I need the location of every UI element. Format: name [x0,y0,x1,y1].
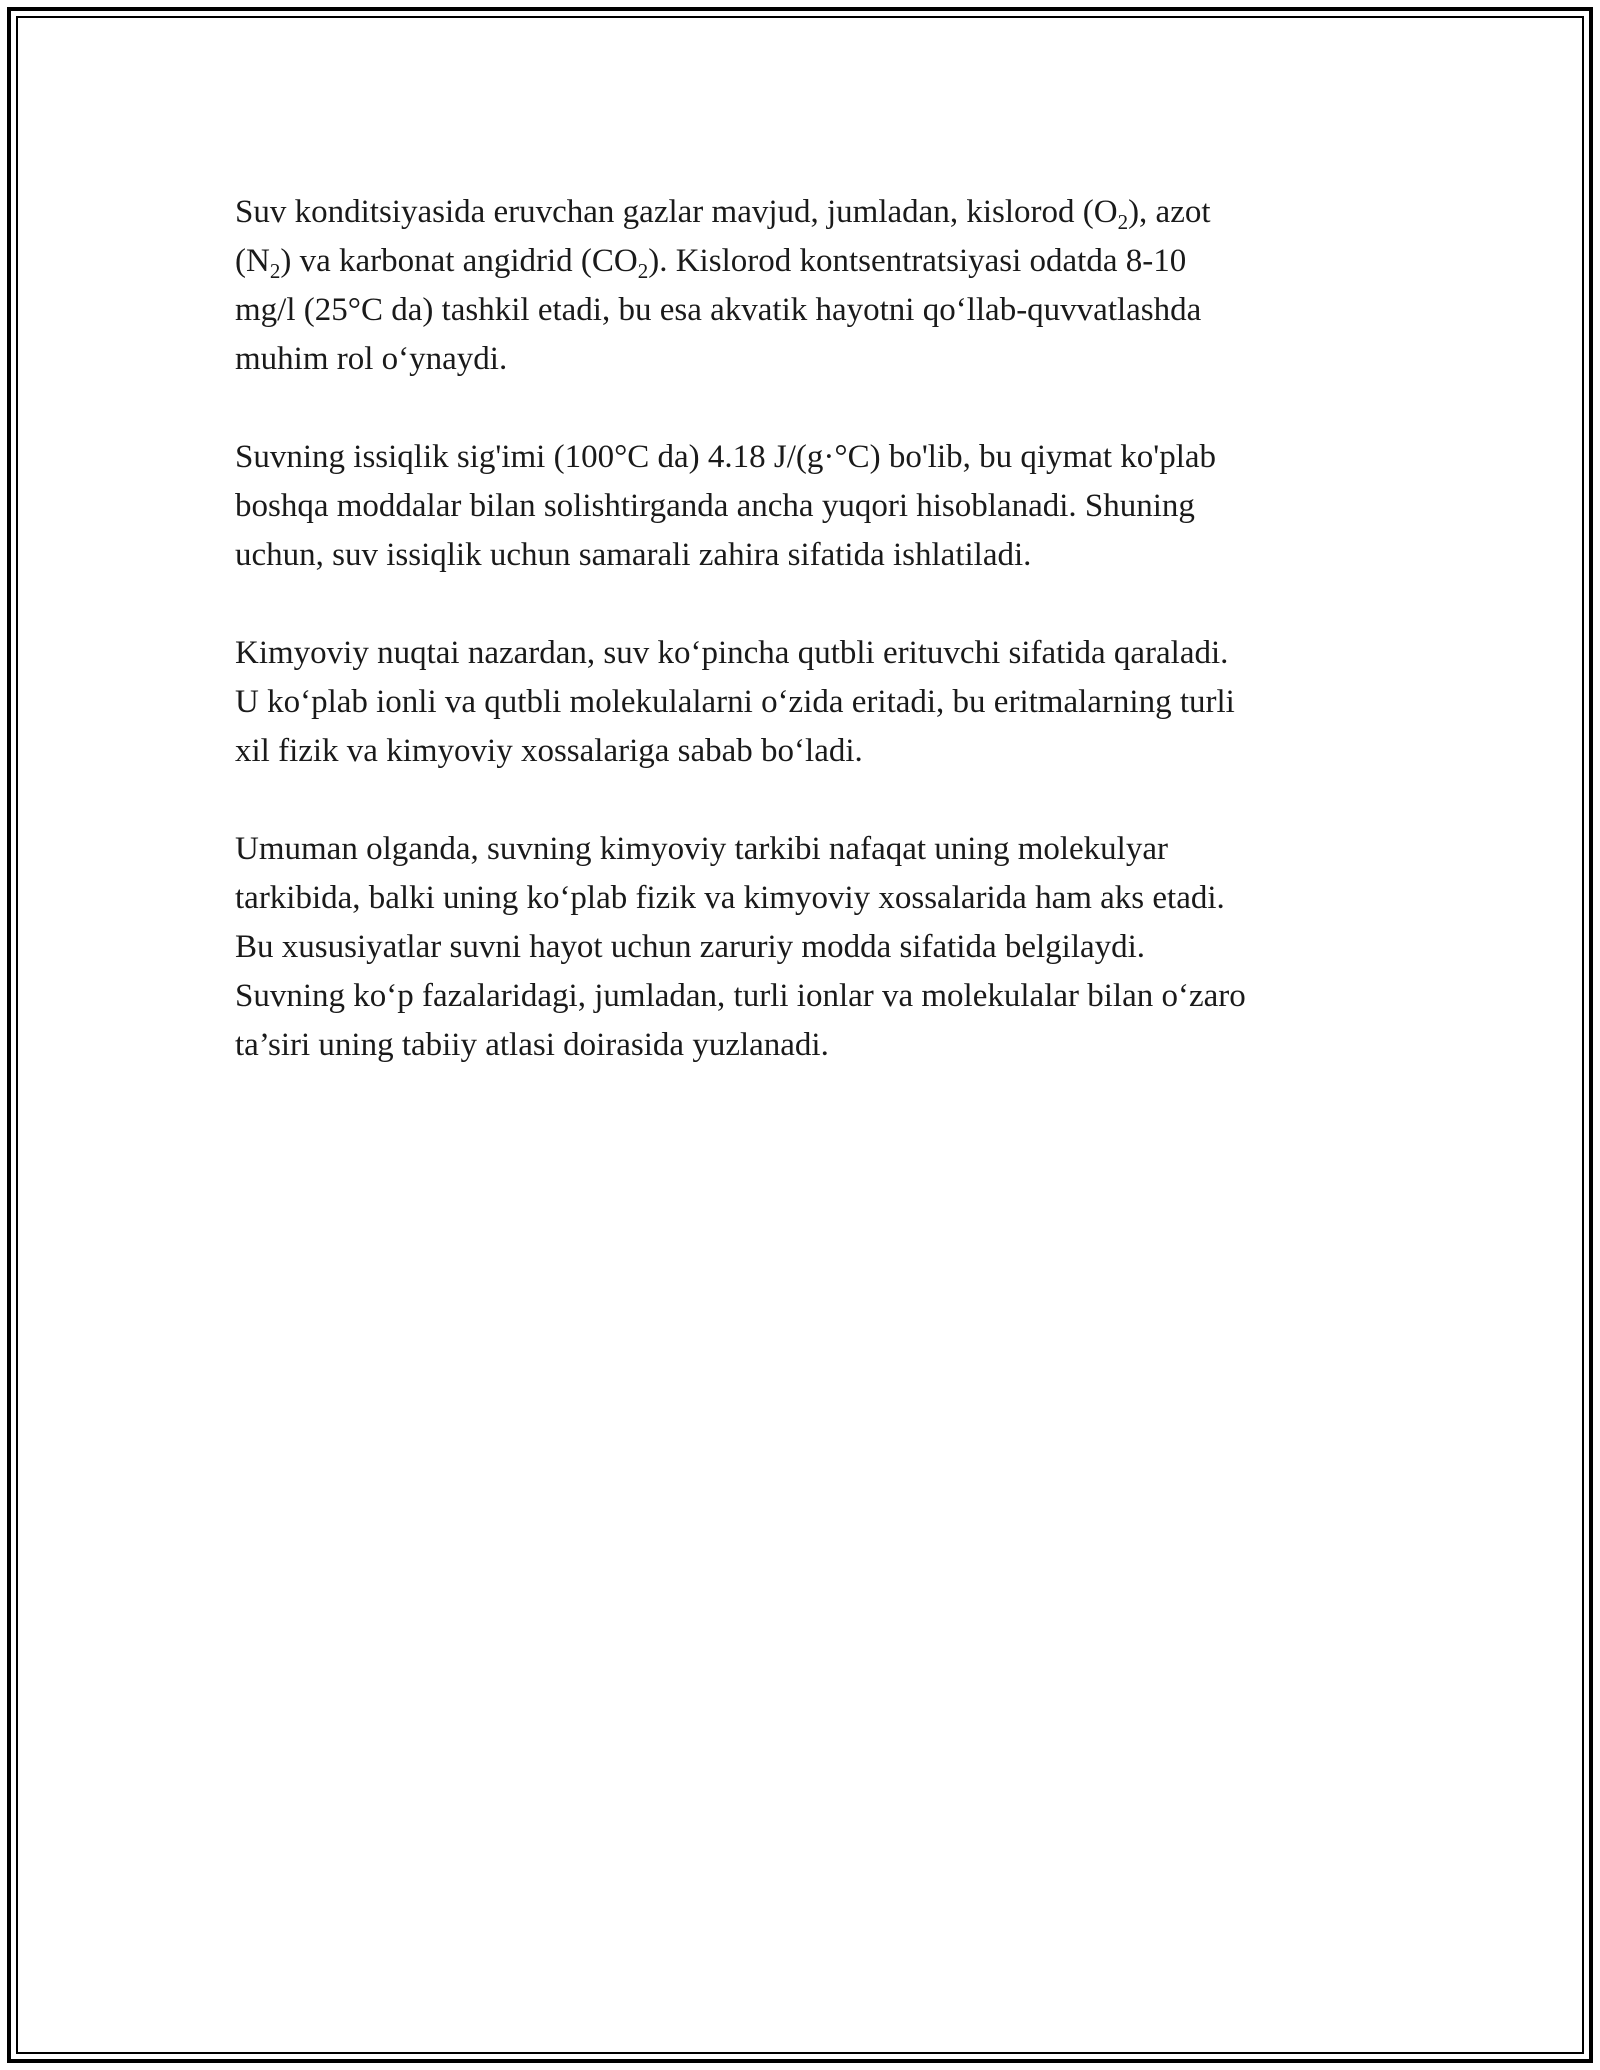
text-segment: ), azot (N [235,194,1211,279]
document-body [235,188,1375,1119]
paragraph-summary [235,825,1375,1070]
paragraph-polar-solvent [235,629,1375,776]
paragraph-dissolved-gases [235,188,1375,384]
text-segment: Suvning issiqlik sig'imi (100°C da) 4.18 J/(g·°C) bo'lib, bu qiymat ko'plab boshqa moddalar bilan solishtirganda ancha yuqori hisoblanadi. Shuning uchun, suv issiqlik uchun samarali zahira sifatida ishlatiladi. [235,439,1217,573]
paragraph-heat-capacity [235,433,1375,580]
subscript: 2 [637,259,649,283]
subscript: 2 [269,259,281,283]
text-segment: ) va karbonat angidrid (CO [280,243,638,279]
text-segment: Suv konditsiyasida eruvchan gazlar mavjud, jumladan, kislorod (O [235,194,1118,230]
text-segment: Umuman olganda, suvning kimyoviy tarkibi nafaqat uning molekulyar tarkibida, balki uning ko‘plab fizik va kimyoviy xossalarida ham aks etadi. Bu xususiyatlar suvni hayot uchun zaruriy modda sifatida belgilaydi. Suvning ko‘p fazalaridagi, jumladan, turli ionlar va molekulalar bilan o‘zaro ta’siri uning tabiiy atlasi doirasida yuzlanadi. [235,831,1246,1063]
text-segment: Kimyoviy nuqtai nazardan, suv ko‘pincha qutbli erituvchi sifatida qaraladi. U ko‘plab ionli va qutbli molekulalarni o‘zida eritadi, bu eritmalarning turli xil fizik va kimyoviy xossalariga sabab bo‘ladi. [235,635,1235,769]
subscript: 2 [1117,210,1129,234]
text-segment: ). Kislorod kontsentratsiyasi odatda 8-10 mg/l (25°C da) tashkil etadi, bu esa akvatik hayotni qo‘llab-quvvatlashda muhim rol o‘ynaydi. [235,243,1202,377]
